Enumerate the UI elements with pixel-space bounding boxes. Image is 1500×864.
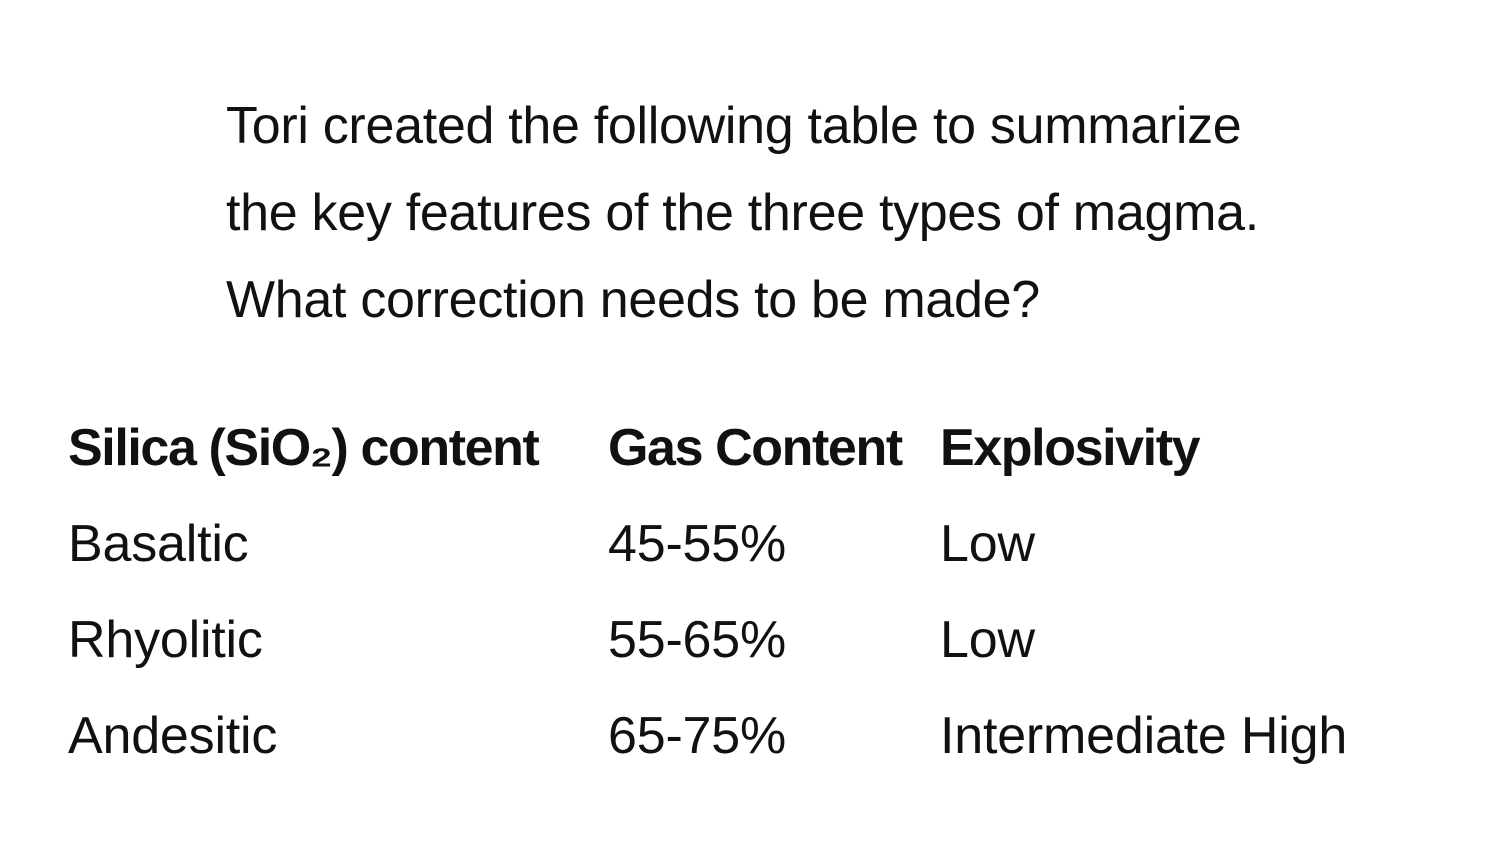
table-cell-gas-content: 65-75% (608, 707, 787, 765)
table-row (68, 688, 1420, 784)
question-line: What correction needs to be made? (226, 271, 1040, 329)
table-row (68, 592, 1420, 688)
table-header-row (68, 400, 1420, 496)
column-header-gas-content: Gas Content (608, 419, 902, 477)
table-cell-explosivity: Low (940, 515, 1035, 573)
table-cell-magma-type: Basaltic (68, 515, 249, 573)
column-header-silica-content: Silica (SiO₂) content (68, 419, 539, 477)
magma-features-table (68, 400, 1420, 784)
table-cell-gas-content: 55-65% (608, 611, 787, 669)
table-cell-magma-type: Rhyolitic (68, 611, 263, 669)
table-cell-magma-type: Andesitic (68, 707, 278, 765)
table-cell-explosivity: Intermediate High (940, 707, 1348, 765)
table-cell-gas-content: 45-55% (608, 515, 787, 573)
question-line: the key features of the three types of magma. (226, 184, 1259, 242)
column-header-explosivity: Explosivity (940, 419, 1200, 477)
table-row (68, 496, 1420, 592)
question-text (226, 83, 1476, 344)
table-cell-explosivity: Low (940, 611, 1035, 669)
question-line: Tori created the following table to summarize (226, 97, 1242, 155)
